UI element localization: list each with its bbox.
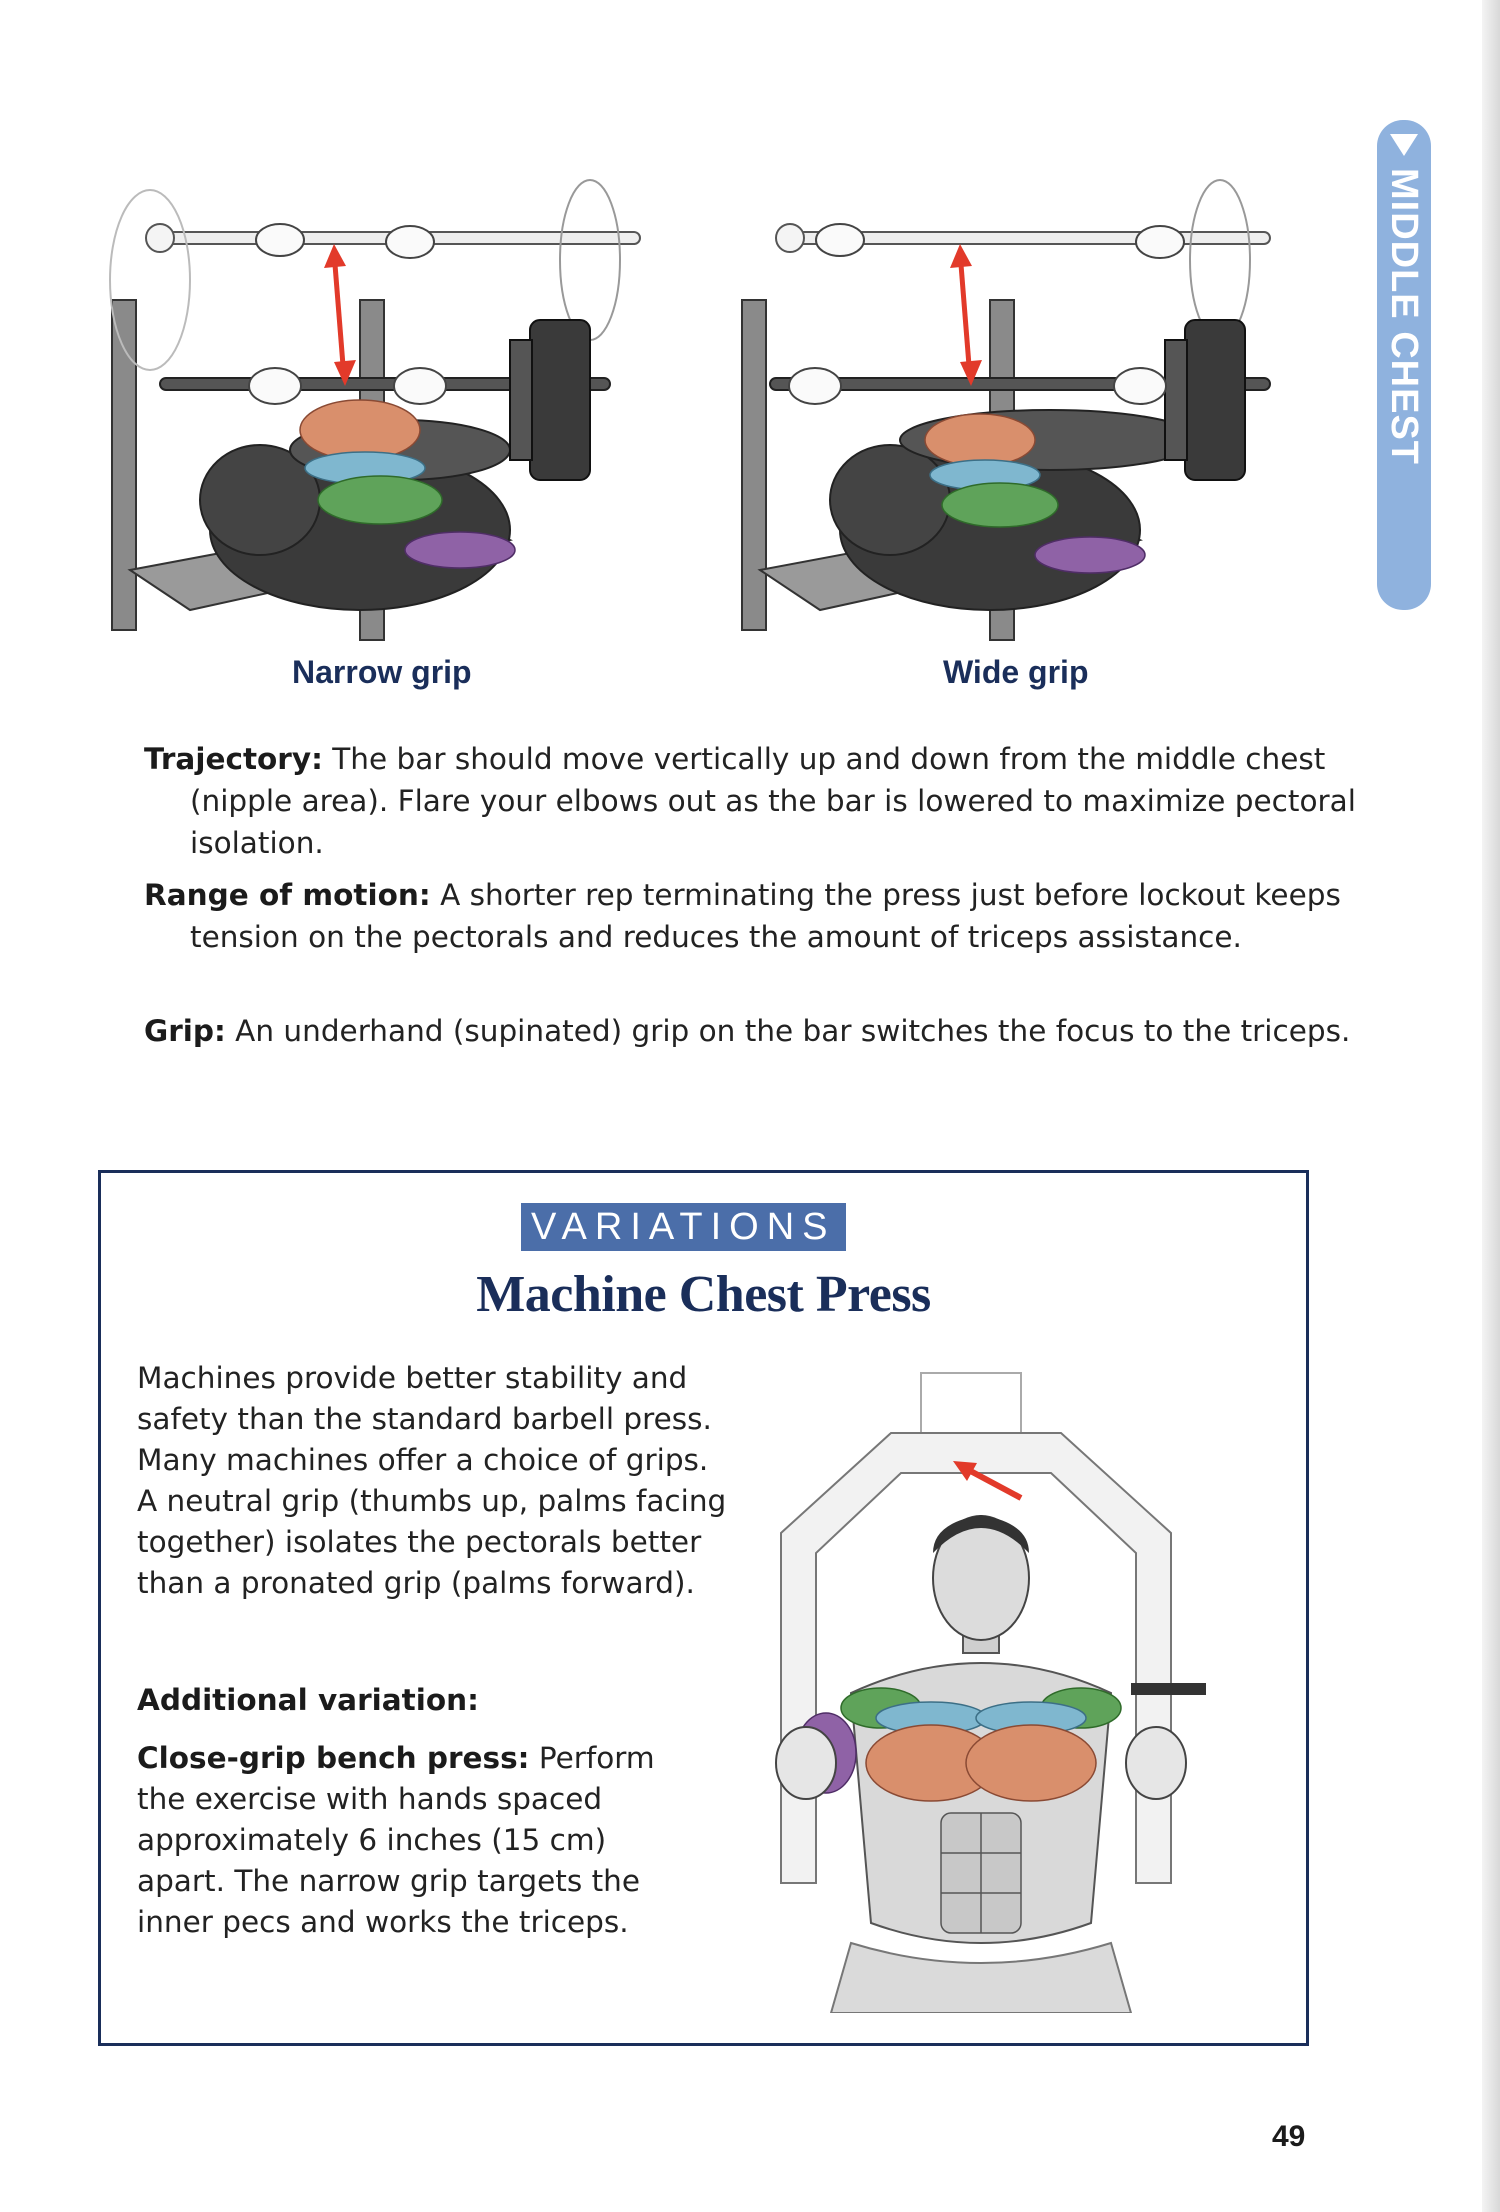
variations-badge: VARIATIONS: [521, 1203, 846, 1251]
variation-title: Machine Chest Press: [476, 1266, 931, 1323]
narrow-grip-caption: Narrow grip: [292, 654, 472, 690]
variations-box: [98, 1170, 1309, 2046]
narrow-grip-illustration: [90, 150, 700, 650]
trajectory-term: Trajectory:: [144, 742, 323, 776]
range-of-motion-text: A shorter rep terminating the press just before lockout keeps tension on the pectorals and reduces the amount of triceps assistance.: [190, 878, 1341, 954]
machine-chest-press-illustration: [731, 1363, 1231, 2013]
grip-term: Grip:: [144, 1014, 226, 1048]
side-tab-label: MIDDLE CHEST: [1383, 168, 1426, 465]
trajectory-paragraph: [144, 738, 1370, 864]
variation-body: Machines provide better stability and safety than the standard barbell press. Many machines offer a choice of grips. A neutral grip (thumbs up, palms facing together) isolates the pectorals better than a pronated grip (palms forward).: [137, 1361, 727, 1600]
additional-variation-heading: Additional variation:: [137, 1683, 479, 1717]
range-of-motion-paragraph: [144, 874, 1370, 958]
grip-text: An underhand (supinated) grip on the bar switches the focus to the triceps.: [225, 1014, 1351, 1048]
wide-grip-illustration: [720, 150, 1320, 650]
range-of-motion-term: Range of motion:: [144, 878, 431, 912]
close-grip-paragraph: [137, 1738, 697, 1943]
close-grip-text: Perform the exercise with hands spaced approximately 6 inches (15 cm) apart. The narrow grip targets the inner pecs and works the triceps.: [137, 1741, 655, 1939]
wide-grip-caption: Wide grip: [943, 654, 1089, 690]
page-number: 49: [1272, 2120, 1306, 2153]
triangle-marker-icon: [1390, 134, 1418, 156]
close-grip-term: Close-grip bench press:: [137, 1741, 530, 1775]
page-gutter-shadow: [1482, 0, 1500, 2212]
trajectory-text: The bar should move vertically up and down from the middle chest (nipple area). Flare your elbows out as the bar is lowered to maximize pectoral isolation.: [190, 742, 1356, 860]
grip-paragraph: [144, 1010, 1370, 1052]
section-side-tab: [1377, 120, 1431, 610]
